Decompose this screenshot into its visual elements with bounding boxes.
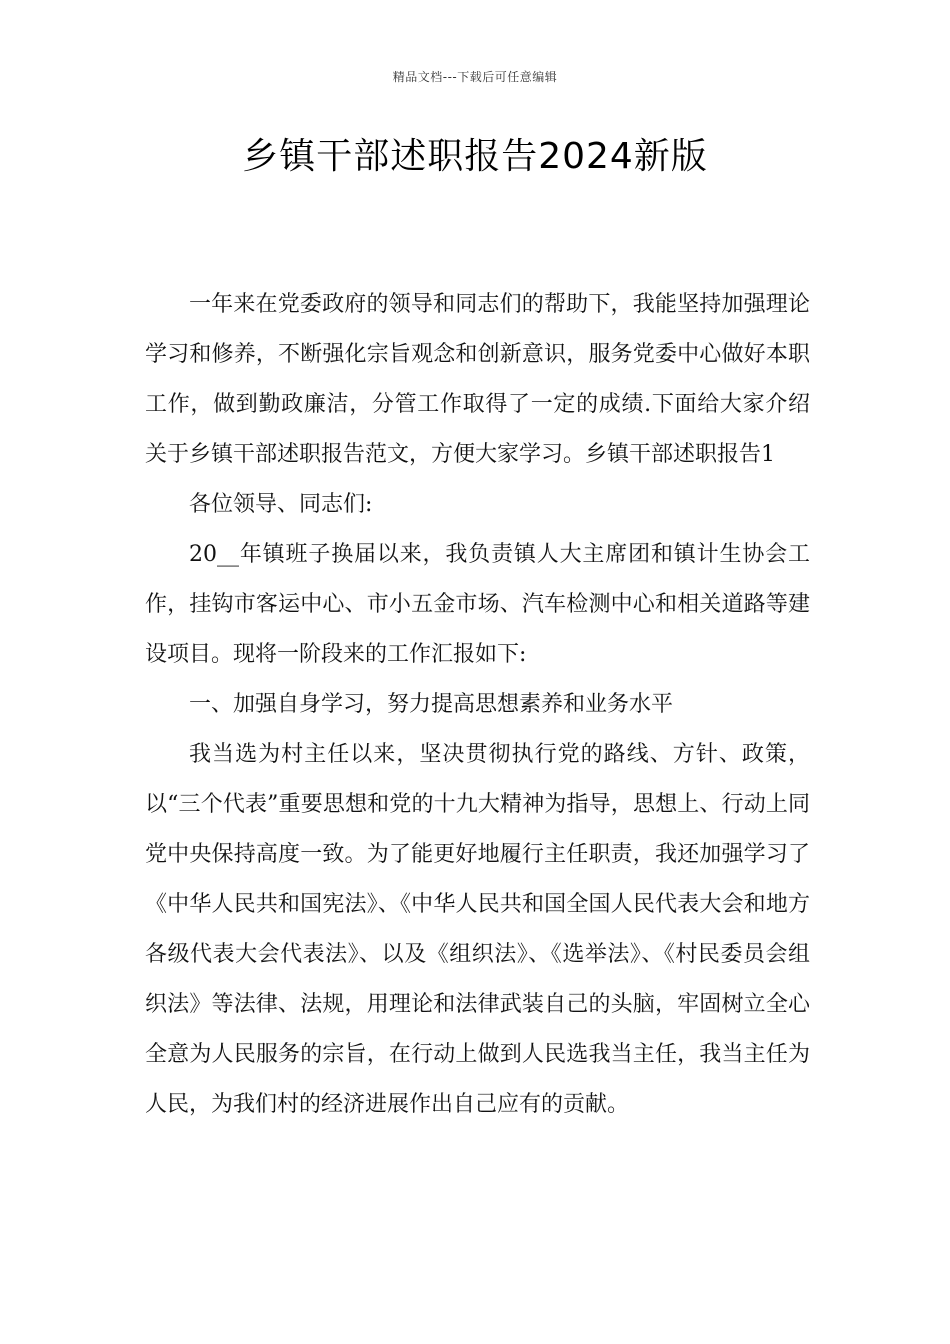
- body-paragraph-section-1: 我当选为村主任以来，坚决贯彻执行党的路线、方针、政策，以“三个代表”重要思想和党的十九大精神为指导，思想上、行动上同党中央保持高度一致。为了能更好地履行主任职责，我还加强学习了《中华人民共和国宪法》、《中华人民共和国全国人民代表大会和地方各级代表大会代表法》、以及《组织法》、《选举法》、《村民委员会组织法》等法律、法规，用理论和法律武装自己的头脑，牢固树立全心全意为人民服务的宗旨，在行动上做到人民选我当主任，我当主任为人民，为我们村的经济进展作出自己应有的贡献。: [145, 742, 810, 1117]
- body-paragraph-intro: 一年来在党委政府的领导和同志们的帮助下，我能坚持加强理论学习和修养，不断强化宗旨观念和创新意识，服务党委中心做好本职工作，做到勤政廉洁，分管工作取得了一定的成绩.下面给大家介绍关于乡镇干部述职报告范文，方便大家学习。乡镇干部述职报告1: [145, 292, 810, 467]
- body-paragraph-salutation: 各位领导、同志们:: [189, 492, 373, 517]
- document-title: 乡镇干部述职报告2024新版: [242, 136, 708, 177]
- section-heading-1: 一、加强自身学习，努力提高思想素养和业务水平: [189, 692, 674, 717]
- document-body: [145, 280, 810, 1130]
- header-note: 精品文档---下载后可任意编辑: [392, 70, 558, 84]
- body-paragraph-overview: 20__年镇班子换届以来，我负责镇人大主席团和镇计生协会工作，挂钩市客运中心、市小五金市场、汽车检测中心和相关道路等建设项目。现将一阶段来的工作汇报如下:: [145, 542, 810, 667]
